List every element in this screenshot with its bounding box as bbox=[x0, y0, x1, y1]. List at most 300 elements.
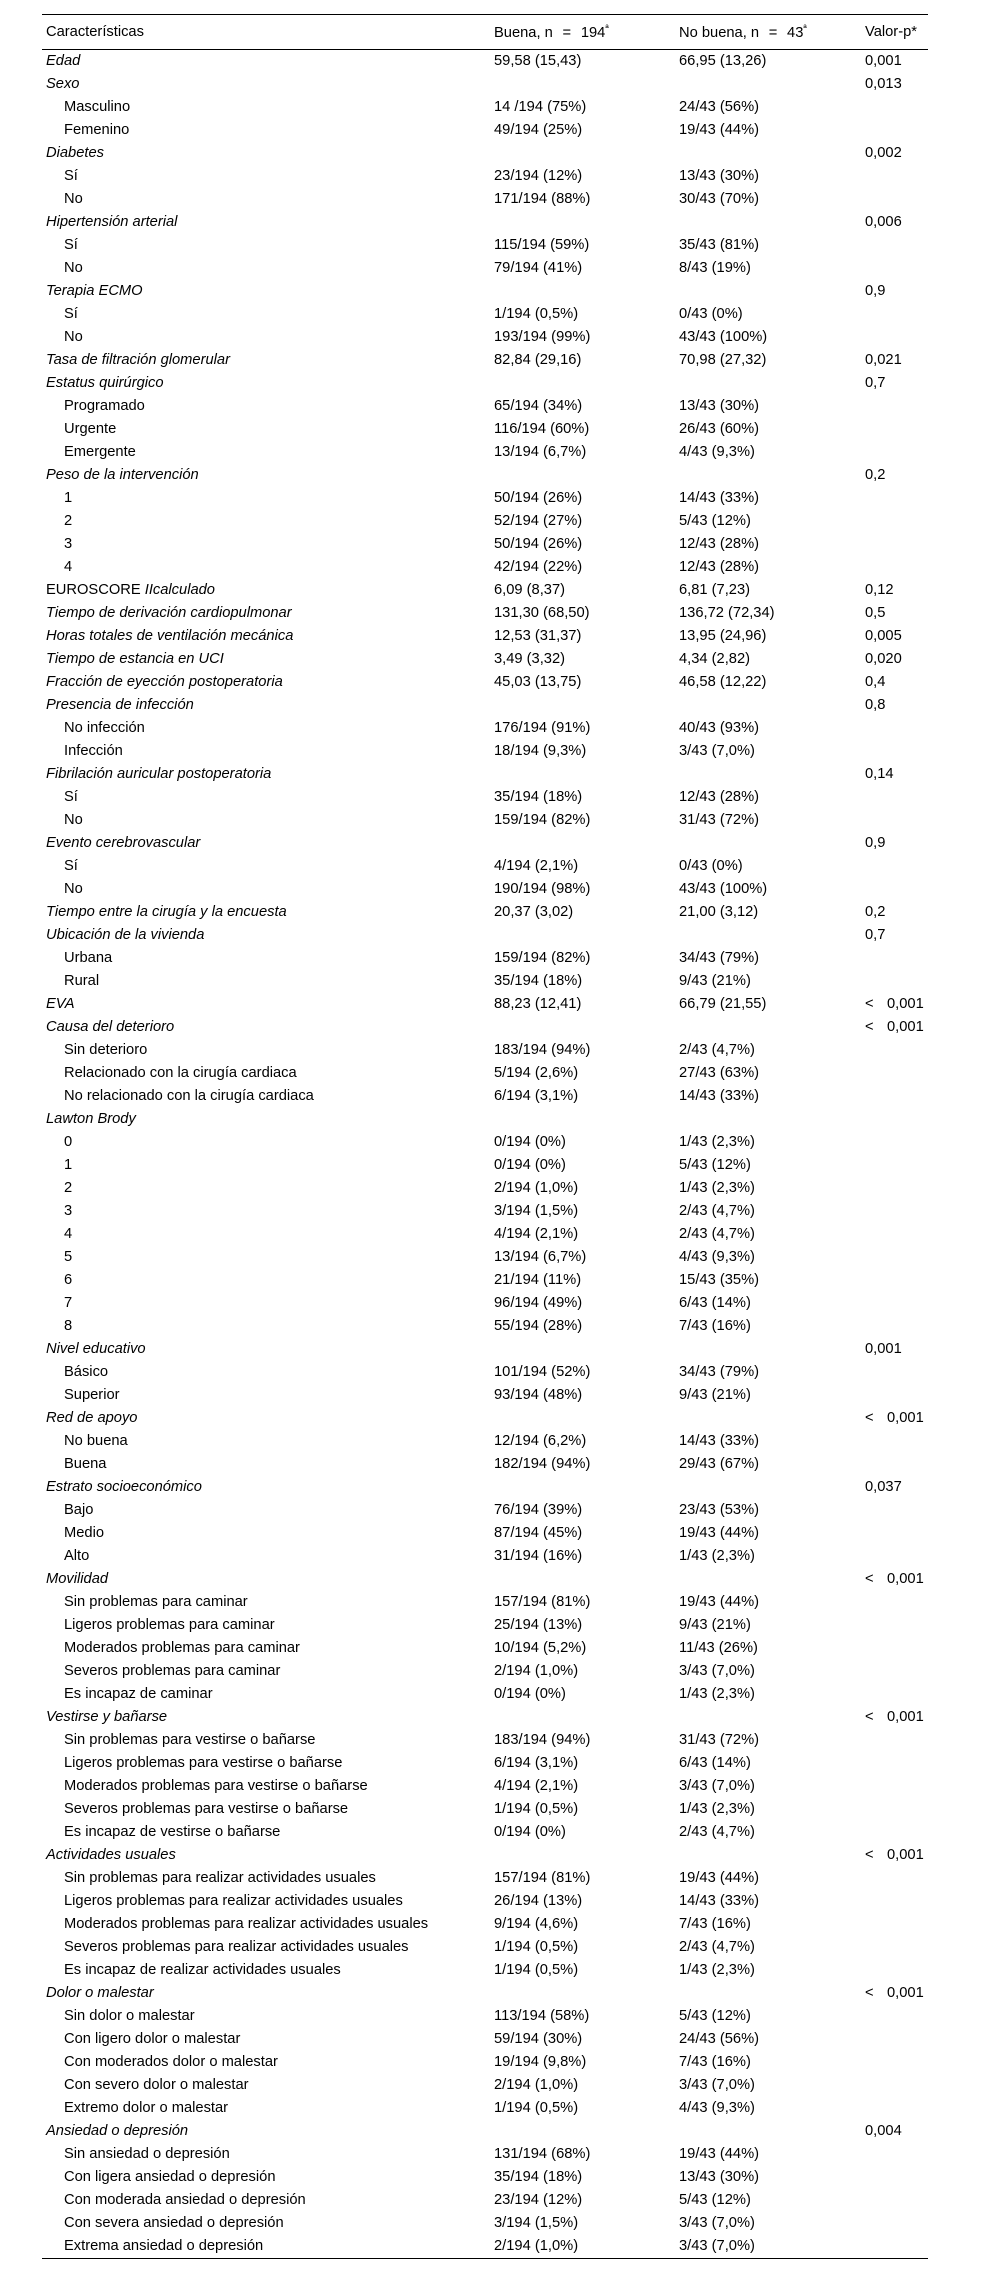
not-good-value: 0/43 (0%) bbox=[679, 306, 743, 322]
good-value: 4/194 (2,1%) bbox=[494, 1226, 579, 1242]
table-row bbox=[42, 1683, 928, 1706]
good-value: 82,84 (29,16) bbox=[494, 352, 582, 368]
not-good-value: 13/43 (30%) bbox=[679, 398, 760, 414]
not-good-value bbox=[675, 694, 861, 717]
row-label-cell bbox=[42, 1315, 490, 1338]
category-label: Vestirse y bañarse bbox=[46, 1709, 168, 1725]
table-row bbox=[42, 96, 928, 119]
p-value: 0,2 bbox=[865, 467, 886, 483]
category-label: Nivel educativo bbox=[46, 1341, 146, 1357]
subcategory-label: No infección bbox=[64, 720, 145, 736]
table-row bbox=[42, 234, 928, 257]
not-good-value: 27/43 (63%) bbox=[679, 1065, 760, 1081]
p-value-cell bbox=[861, 510, 928, 533]
table-row bbox=[42, 1936, 928, 1959]
table-row bbox=[42, 1292, 928, 1315]
not-good-value bbox=[675, 1706, 861, 1729]
row-label-cell bbox=[42, 763, 490, 786]
p-value-cell bbox=[861, 1108, 928, 1131]
row-label-cell bbox=[42, 625, 490, 648]
good-value: 4/194 (2,1%) bbox=[494, 1778, 579, 1794]
table-row bbox=[42, 1660, 928, 1683]
good-value: 3,49 (3,32) bbox=[494, 651, 566, 667]
good-value: 9/194 (4,6%) bbox=[494, 1916, 579, 1932]
p-value-cell bbox=[861, 119, 928, 142]
good-value bbox=[490, 1844, 675, 1867]
good-value: 182/194 (94%) bbox=[494, 1456, 591, 1472]
table-row bbox=[42, 2189, 928, 2212]
table-body bbox=[42, 50, 928, 2259]
row-label-cell bbox=[42, 1453, 490, 1476]
subcategory-label: Con severo dolor o malestar bbox=[64, 2077, 249, 2093]
p-value-cell bbox=[861, 579, 928, 602]
subcategory-label: Femenino bbox=[64, 122, 130, 138]
table-row bbox=[42, 786, 928, 809]
p-value-cell bbox=[861, 418, 928, 441]
subcategory-label: Buena bbox=[64, 1456, 107, 1472]
good-value: 96/194 (49%) bbox=[494, 1295, 583, 1311]
good-value: 13/194 (6,7%) bbox=[494, 444, 587, 460]
p-value-cell bbox=[861, 2166, 928, 2189]
p-value: 0,5 bbox=[865, 605, 886, 621]
table-row bbox=[42, 2212, 928, 2235]
good-value bbox=[490, 280, 675, 303]
not-good-value: 14/43 (33%) bbox=[679, 1088, 760, 1104]
category-label: Tiempo de estancia en UCI bbox=[46, 651, 224, 667]
characteristics-table bbox=[42, 14, 928, 2259]
row-label-cell bbox=[42, 96, 490, 119]
subcategory-label: Con moderada ansiedad o depresión bbox=[64, 2192, 306, 2208]
not-good-value: 1/43 (2,3%) bbox=[679, 1801, 755, 1817]
p-value-cell bbox=[861, 786, 928, 809]
good-value: 183/194 (94%) bbox=[494, 1732, 591, 1748]
good-value: 116/194 (60%) bbox=[494, 421, 590, 437]
not-good-value: 0/43 (0%) bbox=[679, 858, 743, 874]
header-characteristics: Características bbox=[42, 15, 490, 50]
subcategory-label: 1 bbox=[64, 1157, 73, 1173]
p-value: 0,9 bbox=[865, 835, 886, 851]
not-good-value: 19/43 (44%) bbox=[679, 1594, 760, 1610]
row-label-cell bbox=[42, 464, 490, 487]
not-good-value: 43/43 (100%) bbox=[679, 329, 768, 345]
good-value: 0/194 (0%) bbox=[494, 1157, 566, 1173]
good-value: 87/194 (45%) bbox=[494, 1525, 583, 1541]
good-value: 1/194 (0,5%) bbox=[494, 306, 579, 322]
table-row bbox=[42, 809, 928, 832]
not-good-value bbox=[675, 1568, 861, 1591]
less-than-sign: < bbox=[865, 1847, 874, 1863]
not-good-value: 31/43 (72%) bbox=[679, 1732, 760, 1748]
table-row bbox=[42, 924, 928, 947]
p-value-cell bbox=[861, 1637, 928, 1660]
good-value: 0/194 (0%) bbox=[494, 1134, 566, 1150]
category-label: Edad bbox=[46, 53, 81, 69]
not-good-value: 9/43 (21%) bbox=[679, 1387, 751, 1403]
table-row bbox=[42, 533, 928, 556]
subcategory-label: Emergente bbox=[64, 444, 136, 460]
good-value: 76/194 (39%) bbox=[494, 1502, 583, 1518]
not-good-value: 13,95 (24,96) bbox=[679, 628, 767, 644]
good-value: 1/194 (0,5%) bbox=[494, 1801, 579, 1817]
not-good-value bbox=[675, 142, 861, 165]
not-good-value: 2/43 (4,7%) bbox=[679, 1824, 755, 1840]
subcategory-label: 7 bbox=[64, 1295, 73, 1311]
not-good-value bbox=[675, 1844, 861, 1867]
row-label-cell bbox=[42, 188, 490, 211]
row-label-cell bbox=[42, 165, 490, 188]
table-row bbox=[42, 740, 928, 763]
row-label-cell bbox=[42, 119, 490, 142]
category-label: Estatus quirúrgico bbox=[46, 375, 164, 391]
table-row bbox=[42, 73, 928, 96]
row-label-cell bbox=[42, 1936, 490, 1959]
p-value-cell bbox=[861, 1890, 928, 1913]
not-good-value bbox=[675, 1476, 861, 1499]
good-value: 31/194 (16%) bbox=[494, 1548, 583, 1564]
subcategory-label: Sí bbox=[64, 858, 78, 874]
subcategory-label: No bbox=[64, 812, 83, 828]
subcategory-label: 3 bbox=[64, 536, 73, 552]
p-value-cell bbox=[861, 1476, 928, 1499]
table-row bbox=[42, 395, 928, 418]
not-good-value: 29/43 (67%) bbox=[679, 1456, 760, 1472]
subcategory-label: No relacionado con la cirugía cardiaca bbox=[64, 1088, 314, 1104]
subcategory-label: 0 bbox=[64, 1134, 73, 1150]
row-label-cell bbox=[42, 1844, 490, 1867]
not-good-value bbox=[675, 464, 861, 487]
not-good-value bbox=[675, 2120, 861, 2143]
header-not-good-label: No buena, n bbox=[679, 24, 760, 41]
row-label-cell bbox=[42, 809, 490, 832]
table-row bbox=[42, 1591, 928, 1614]
p-value-cell bbox=[861, 1200, 928, 1223]
good-value: 88,23 (12,41) bbox=[494, 996, 582, 1012]
table-row bbox=[42, 50, 928, 74]
p-value-cell bbox=[861, 165, 928, 188]
table-row bbox=[42, 165, 928, 188]
row-label-cell bbox=[42, 280, 490, 303]
table-row bbox=[42, 1246, 928, 1269]
row-label-cell bbox=[42, 441, 490, 464]
not-good-value: 34/43 (79%) bbox=[679, 950, 760, 966]
p-value: 0,020 bbox=[865, 651, 902, 667]
p-value-cell bbox=[861, 901, 928, 924]
good-value: 159/194 (82%) bbox=[494, 812, 591, 828]
row-label-cell bbox=[42, 671, 490, 694]
subcategory-label: 2 bbox=[64, 513, 73, 529]
category-label: Tasa de filtración glomerular bbox=[46, 352, 230, 368]
not-good-value: 5/43 (12%) bbox=[679, 2008, 751, 2024]
characteristics-table-container bbox=[42, 14, 928, 2259]
row-label-cell bbox=[42, 2028, 490, 2051]
table-row bbox=[42, 1039, 928, 1062]
subcategory-label: Medio bbox=[64, 1525, 105, 1541]
good-value bbox=[490, 763, 675, 786]
good-value: 6,09 (8,37) bbox=[494, 582, 566, 598]
p-value-cell bbox=[861, 740, 928, 763]
row-label-cell bbox=[42, 1522, 490, 1545]
p-value-cell bbox=[861, 1338, 928, 1361]
good-value: 176/194 (91%) bbox=[494, 720, 591, 736]
row-label-cell bbox=[42, 349, 490, 372]
subcategory-label: Urbana bbox=[64, 950, 113, 966]
table-row bbox=[42, 717, 928, 740]
p-value-cell bbox=[861, 1430, 928, 1453]
p-value: 0,12 bbox=[865, 582, 894, 598]
good-value bbox=[490, 1568, 675, 1591]
row-label-cell bbox=[42, 234, 490, 257]
table-row bbox=[42, 625, 928, 648]
p-value: 0,4 bbox=[865, 674, 886, 690]
not-good-value: 7/43 (16%) bbox=[679, 2054, 751, 2070]
less-than-sign: < bbox=[865, 1985, 874, 2001]
table-row bbox=[42, 418, 928, 441]
subcategory-label: Extremo dolor o malestar bbox=[64, 2100, 229, 2116]
table-row bbox=[42, 1177, 928, 1200]
good-value: 2/194 (1,0%) bbox=[494, 1663, 579, 1679]
table-row bbox=[42, 1706, 928, 1729]
good-value: 171/194 (88%) bbox=[494, 191, 591, 207]
header-p-value: Valor-p* bbox=[861, 15, 928, 50]
row-label-cell bbox=[42, 786, 490, 809]
p-value-cell bbox=[861, 1798, 928, 1821]
good-value: 157/194 (81%) bbox=[494, 1594, 591, 1610]
category-label: EVA bbox=[46, 996, 75, 1012]
not-good-value: 15/43 (35%) bbox=[679, 1272, 760, 1288]
good-value: 20,37 (3,02) bbox=[494, 904, 574, 920]
good-value: 3/194 (1,5%) bbox=[494, 2215, 579, 2231]
row-label-cell bbox=[42, 1614, 490, 1637]
p-value-cell bbox=[861, 625, 928, 648]
row-label-cell bbox=[42, 1085, 490, 1108]
not-good-value: 4,34 (2,82) bbox=[679, 651, 751, 667]
p-value-cell bbox=[861, 73, 928, 96]
not-good-value: 31/43 (72%) bbox=[679, 812, 760, 828]
not-good-value: 14/43 (33%) bbox=[679, 490, 760, 506]
subcategory-label: 6 bbox=[64, 1272, 73, 1288]
table-row bbox=[42, 464, 928, 487]
row-label-cell bbox=[42, 533, 490, 556]
table-row bbox=[42, 1637, 928, 1660]
row-label-cell bbox=[42, 2212, 490, 2235]
p-value-cell bbox=[861, 1177, 928, 1200]
row-label-cell bbox=[42, 1430, 490, 1453]
good-value: 35/194 (18%) bbox=[494, 973, 583, 989]
category-label: Ansiedad o depresión bbox=[46, 2123, 189, 2139]
p-value: 0,2 bbox=[865, 904, 886, 920]
good-value: 157/194 (81%) bbox=[494, 1870, 591, 1886]
not-good-value: 6/43 (14%) bbox=[679, 1295, 751, 1311]
less-than-sign: < bbox=[865, 996, 874, 1012]
row-label-cell bbox=[42, 2074, 490, 2097]
good-value: 4/194 (2,1%) bbox=[494, 858, 579, 874]
table-row bbox=[42, 303, 928, 326]
subcategory-label: Moderados problemas para caminar bbox=[64, 1640, 300, 1656]
p-value-cell bbox=[861, 763, 928, 786]
table-row bbox=[42, 1568, 928, 1591]
table-row bbox=[42, 1430, 928, 1453]
good-value: 65/194 (34%) bbox=[494, 398, 583, 414]
row-label-cell bbox=[42, 1982, 490, 2005]
p-value: 0,001 bbox=[865, 1341, 902, 1357]
table-row bbox=[42, 878, 928, 901]
table-row bbox=[42, 1223, 928, 1246]
header-not-good-n: 43 bbox=[787, 24, 804, 41]
table-row bbox=[42, 1821, 928, 1844]
good-value: 23/194 (12%) bbox=[494, 2192, 583, 2208]
subcategory-label: Con moderados dolor o malestar bbox=[64, 2054, 278, 2070]
row-label-cell bbox=[42, 2051, 490, 2074]
subcategory-label: No bbox=[64, 191, 83, 207]
p-value-cell bbox=[861, 671, 928, 694]
p-value-cell bbox=[861, 1936, 928, 1959]
good-value: 18/194 (9,3%) bbox=[494, 743, 587, 759]
table-row bbox=[42, 2028, 928, 2051]
table-row bbox=[42, 1476, 928, 1499]
good-value: 115/194 (59%) bbox=[494, 237, 590, 253]
p-value-cell bbox=[861, 1821, 928, 1844]
subcategory-label: Sí bbox=[64, 306, 78, 322]
row-label-cell bbox=[42, 1062, 490, 1085]
row-label-cell bbox=[42, 1660, 490, 1683]
category-label: Estrato socioeconómico bbox=[46, 1479, 202, 1495]
p-value-cell bbox=[861, 947, 928, 970]
row-label-cell bbox=[42, 901, 490, 924]
good-value bbox=[490, 924, 675, 947]
table-row bbox=[42, 2166, 928, 2189]
row-label-cell bbox=[42, 924, 490, 947]
subcategory-label: No bbox=[64, 329, 83, 345]
p-value-cell bbox=[861, 1913, 928, 1936]
p-value-cell bbox=[861, 1660, 928, 1683]
not-good-value: 136,72 (72,34) bbox=[679, 605, 775, 621]
table-row bbox=[42, 280, 928, 303]
row-label-cell bbox=[42, 1338, 490, 1361]
p-value: 0,013 bbox=[865, 76, 902, 92]
table-row bbox=[42, 1361, 928, 1384]
good-value: 131,30 (68,50) bbox=[494, 605, 590, 621]
good-value bbox=[490, 372, 675, 395]
header-good-label: Buena, n bbox=[494, 24, 553, 41]
table-row bbox=[42, 1338, 928, 1361]
good-value bbox=[490, 142, 675, 165]
table-row bbox=[42, 1729, 928, 1752]
good-value: 50/194 (26%) bbox=[494, 536, 583, 552]
good-value bbox=[490, 2120, 675, 2143]
subcategory-label: 3 bbox=[64, 1203, 73, 1219]
table-row bbox=[42, 763, 928, 786]
good-value: 101/194 (52%) bbox=[494, 1364, 591, 1380]
good-value: 1/194 (0,5%) bbox=[494, 2100, 579, 2116]
not-good-value: 5/43 (12%) bbox=[679, 1157, 751, 1173]
table-row bbox=[42, 1453, 928, 1476]
p-value: 0,001 bbox=[887, 996, 924, 1012]
row-label-cell bbox=[42, 73, 490, 96]
table-row bbox=[42, 1062, 928, 1085]
p-value-cell bbox=[861, 2235, 928, 2259]
not-good-value: 24/43 (56%) bbox=[679, 99, 760, 115]
p-value-cell bbox=[861, 1499, 928, 1522]
row-label-cell bbox=[42, 257, 490, 280]
not-good-value: 66,79 (21,55) bbox=[679, 996, 767, 1012]
good-value: 0/194 (0%) bbox=[494, 1686, 566, 1702]
good-value bbox=[490, 1016, 675, 1039]
good-value bbox=[490, 1982, 675, 2005]
good-value: 26/194 (13%) bbox=[494, 1893, 583, 1909]
row-label-cell bbox=[42, 2097, 490, 2120]
p-value-cell bbox=[861, 1016, 928, 1039]
not-good-value: 5/43 (12%) bbox=[679, 2192, 751, 2208]
not-good-value: 3/43 (7,0%) bbox=[679, 2215, 755, 2231]
not-good-value: 1/43 (2,3%) bbox=[679, 1134, 755, 1150]
not-good-value: 6/43 (14%) bbox=[679, 1755, 751, 1771]
good-value bbox=[490, 1706, 675, 1729]
row-label-italic: IIcalculado bbox=[144, 582, 215, 598]
row-label-cell bbox=[42, 1591, 490, 1614]
category-label: Ubicación de la vivienda bbox=[46, 927, 205, 943]
p-value-cell bbox=[861, 326, 928, 349]
subcategory-label: Sin ansiedad o depresión bbox=[64, 2146, 230, 2162]
not-good-value: 5/43 (12%) bbox=[679, 513, 751, 529]
row-label-cell bbox=[42, 1131, 490, 1154]
subcategory-label: Ligeros problemas para realizar actividades usuales bbox=[64, 1893, 403, 1909]
category-label: Actividades usuales bbox=[46, 1847, 176, 1863]
not-good-value: 4/43 (9,3%) bbox=[679, 1249, 755, 1265]
header-good-n: 194 bbox=[580, 24, 606, 41]
not-good-value: 11/43 (26%) bbox=[679, 1640, 758, 1656]
table-row bbox=[42, 579, 928, 602]
table-row bbox=[42, 1614, 928, 1637]
table-row bbox=[42, 1844, 928, 1867]
subcategory-label: Es incapaz de realizar actividades usuales bbox=[64, 1962, 341, 1978]
good-value: 3/194 (1,5%) bbox=[494, 1203, 579, 1219]
row-label-cell bbox=[42, 2120, 490, 2143]
p-value-cell bbox=[861, 487, 928, 510]
table-row bbox=[42, 2005, 928, 2028]
good-value: 45,03 (13,75) bbox=[494, 674, 582, 690]
good-value bbox=[490, 1338, 675, 1361]
not-good-value: 4/43 (9,3%) bbox=[679, 2100, 755, 2116]
row-label-cell bbox=[42, 1200, 490, 1223]
p-value-cell bbox=[861, 602, 928, 625]
subcategory-label: Sin problemas para realizar actividades usuales bbox=[64, 1870, 376, 1886]
row-label-cell bbox=[42, 1545, 490, 1568]
category-label: Movilidad bbox=[46, 1571, 109, 1587]
table-row bbox=[42, 1269, 928, 1292]
good-value: 1/194 (0,5%) bbox=[494, 1962, 579, 1978]
good-value: 50/194 (26%) bbox=[494, 490, 583, 506]
row-label-cell bbox=[42, 1292, 490, 1315]
p-value: 0,7 bbox=[865, 927, 886, 943]
table-row bbox=[42, 1154, 928, 1177]
table-row bbox=[42, 1499, 928, 1522]
table-row bbox=[42, 1867, 928, 1890]
table-row bbox=[42, 947, 928, 970]
subcategory-label: Con ligera ansiedad o depresión bbox=[64, 2169, 276, 2185]
row-label-cell bbox=[42, 418, 490, 441]
table-row bbox=[42, 2074, 928, 2097]
not-good-value: 2/43 (4,7%) bbox=[679, 1203, 755, 1219]
p-value-cell bbox=[861, 1154, 928, 1177]
p-value-cell bbox=[861, 1407, 928, 1430]
subcategory-label: Masculino bbox=[64, 99, 131, 115]
row-label-cell bbox=[42, 1959, 490, 1982]
row-label-cell bbox=[42, 1407, 490, 1430]
good-value: 1/194 (0,5%) bbox=[494, 1939, 579, 1955]
category-label: Presencia de infección bbox=[46, 697, 194, 713]
row-label-cell bbox=[42, 1476, 490, 1499]
p-value-cell bbox=[861, 96, 928, 119]
